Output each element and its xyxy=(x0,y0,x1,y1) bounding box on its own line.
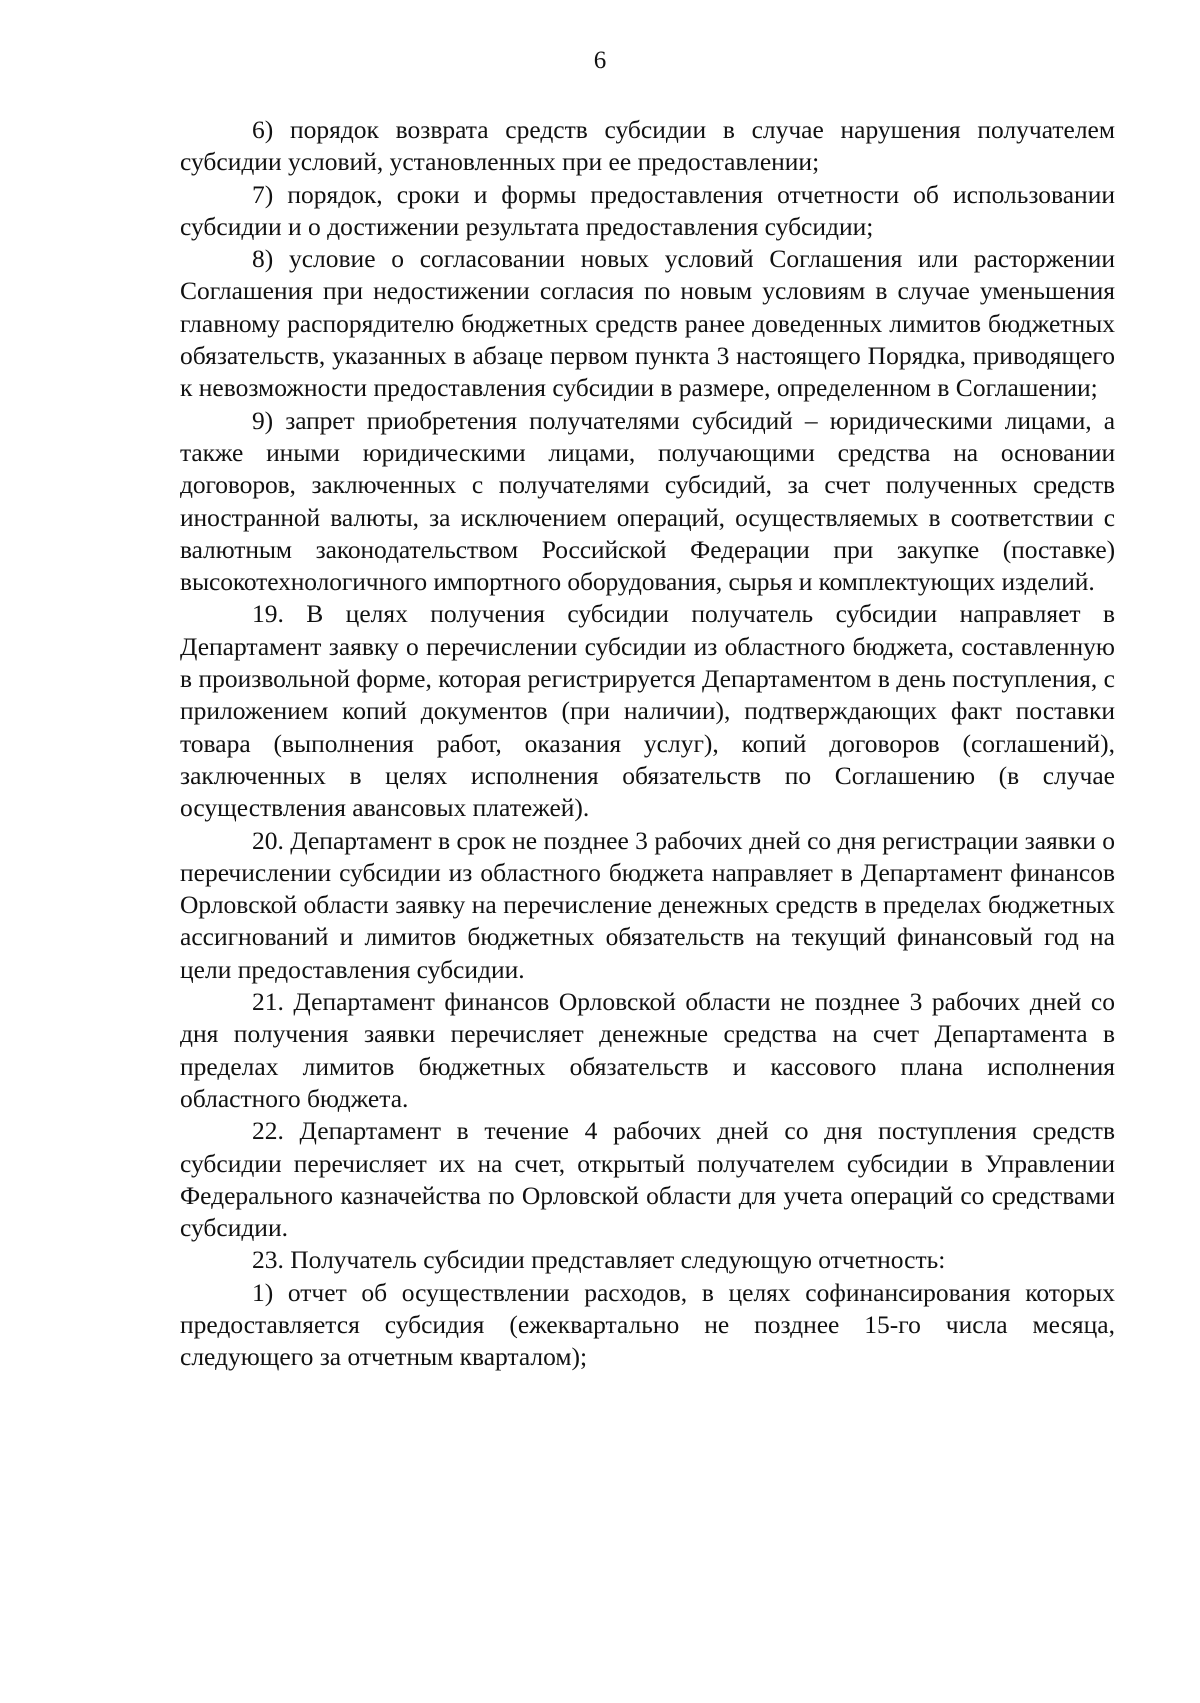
paragraph-clause-19: 19. В целях получения субсидии получатель субсидии направляет в Департамент заявку о перечислении субсидии из областного бюджета, составленную в произвольной форме, которая регистрируется Департаментом в день поступления, с приложением копий документов (при наличии), подтверждающих факт поставки товара (выполнения работ, оказания услуг), копий договоров (соглашений), заключенных в целях исполнения обязательств по Соглашению (в случае осуществления авансовых платежей). xyxy=(180,599,1115,823)
document-body xyxy=(180,114,1115,1374)
paragraph-clause-21: 21. Департамент финансов Орловской области не позднее 3 рабочих дней со дня получения заявки перечисляет денежные средства на счет Департамента в пределах лимитов бюджетных обязательств и кассового плана исполнения областного бюджета. xyxy=(180,987,1115,1113)
paragraph-report-item-1: 1) отчет об осуществлении расходов, в целях софинансирования которых предоставляется субсидия (ежеквартально не позднее 15-го числа месяца, следующего за отчетным кварталом); xyxy=(180,1277,1115,1372)
paragraph-item-7: 7) порядок, сроки и формы предоставления отчетности об использовании субсидии и о достижении результата предоставления субсидии; xyxy=(180,179,1115,241)
paragraph-item-9: 9) запрет приобретения получателями субсидий – юридическими лицами, а также иными юридическими лицами, получающими средства на основании договоров, заключенных с получателями субсидий, за счет полученных средств иностранной валюты, за исключением операций, осуществляемых в соответствии с валютным законодательством Российской Федерации при закупке (поставке) высокотехнологичного импортного оборудования, сырья и комплектующих изделий. xyxy=(180,405,1115,597)
paragraph-clause-23: 23. Получатель субсидии представляет следующую отчетность: xyxy=(252,1245,946,1275)
paragraph-item-6: 6) порядок возврата средств субсидии в случае нарушения получателем субсидии условий, установленных при ее предоставлении; xyxy=(180,115,1115,177)
page-number: 6 xyxy=(593,47,607,74)
paragraph-clause-20: 20. Департамент в срок не позднее 3 рабочих дней со дня регистрации заявки о перечислении субсидии из областного бюджета направляет в Департамент финансов Орловской области заявку на перечисление денежных средств в пределах бюджетных ассигнований и лимитов бюджетных обязательств на текущий финансовый год на цели предоставления субсидии. xyxy=(180,825,1115,984)
paragraph-item-8: 8) условие о согласовании новых условий Соглашения или расторжении Соглашения при недостижении согласия по новым условиям в случае уменьшения главному распорядителю бюджетных средств ранее доведенных лимитов бюджетных обязательств, указанных в абзаце первом пункта 3 настоящего Порядка, приводящего к невозможности предоставления субсидии в размере, определенном в Соглашении; xyxy=(180,244,1115,403)
paragraph-clause-22: 22. Департамент в течение 4 рабочих дней со дня поступления средств субсидии перечисляет их на счет, открытый получателем субсидии в Управлении Федерального казначейства по Орловской области для учета операций со средствами субсидии. xyxy=(180,1116,1115,1243)
